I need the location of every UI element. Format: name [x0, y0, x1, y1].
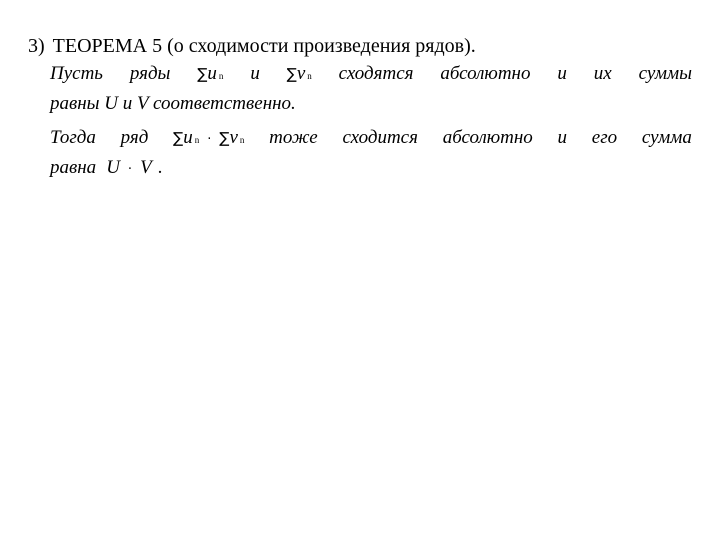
- conclusion-line-2: [50, 154, 162, 182]
- theorem-number: 3): [28, 35, 45, 57]
- series-u-term: u: [207, 63, 217, 84]
- word: и: [250, 63, 260, 84]
- sum-symbol: ∑: [286, 65, 297, 83]
- hypothesis-paragraph: [50, 60, 692, 120]
- word: сходится: [342, 127, 418, 148]
- series-v-term: v: [296, 63, 306, 84]
- subscript-n: n: [307, 71, 312, 81]
- word: и: [557, 127, 568, 148]
- word: ряды: [129, 63, 171, 84]
- theorem-title: ТЕОРЕМА 5 (о сходимости произведения рядов).: [52, 35, 476, 57]
- word: ряд: [120, 127, 149, 148]
- product-dot: ·: [127, 162, 133, 177]
- sum-product-expression: [102, 154, 151, 184]
- sum-u-symbol: U: [106, 157, 120, 178]
- final-period: .: [157, 157, 163, 178]
- sum-v-symbol: V: [140, 157, 152, 178]
- word: Тогда: [50, 127, 96, 148]
- subscript-n: n: [194, 135, 200, 145]
- subscript-n: n: [239, 135, 245, 145]
- word: абсолютно: [440, 63, 531, 84]
- word: суммы: [638, 63, 692, 84]
- conclusion-line-1: [50, 124, 692, 152]
- sum-symbol: ∑: [197, 65, 208, 83]
- word: абсолютно: [442, 127, 533, 148]
- subscript-n: n: [218, 71, 224, 81]
- product-dot: ·: [207, 132, 212, 147]
- series-u-expression: [197, 60, 223, 90]
- word: его: [591, 127, 618, 148]
- series-u-term: u: [183, 127, 193, 148]
- series-v-expression: [287, 60, 312, 90]
- word: тоже: [269, 127, 318, 148]
- word: их: [593, 63, 612, 84]
- word: Пусть: [50, 63, 103, 84]
- hypothesis-line-1: [50, 60, 692, 88]
- word: сходятся: [338, 63, 414, 84]
- conclusion-paragraph: [50, 124, 692, 184]
- word: равна: [50, 157, 97, 178]
- word: сумма: [641, 127, 692, 148]
- word: и: [557, 63, 567, 84]
- product-series-expression: [173, 124, 244, 154]
- sum-symbol: ∑: [173, 129, 184, 147]
- sum-symbol: ∑: [219, 129, 230, 147]
- hypothesis-line-2: [50, 90, 296, 118]
- series-v-term: v: [229, 127, 238, 148]
- theorem-heading: [28, 33, 476, 59]
- hypothesis-continuation: равны U и V соответственно.: [50, 93, 296, 114]
